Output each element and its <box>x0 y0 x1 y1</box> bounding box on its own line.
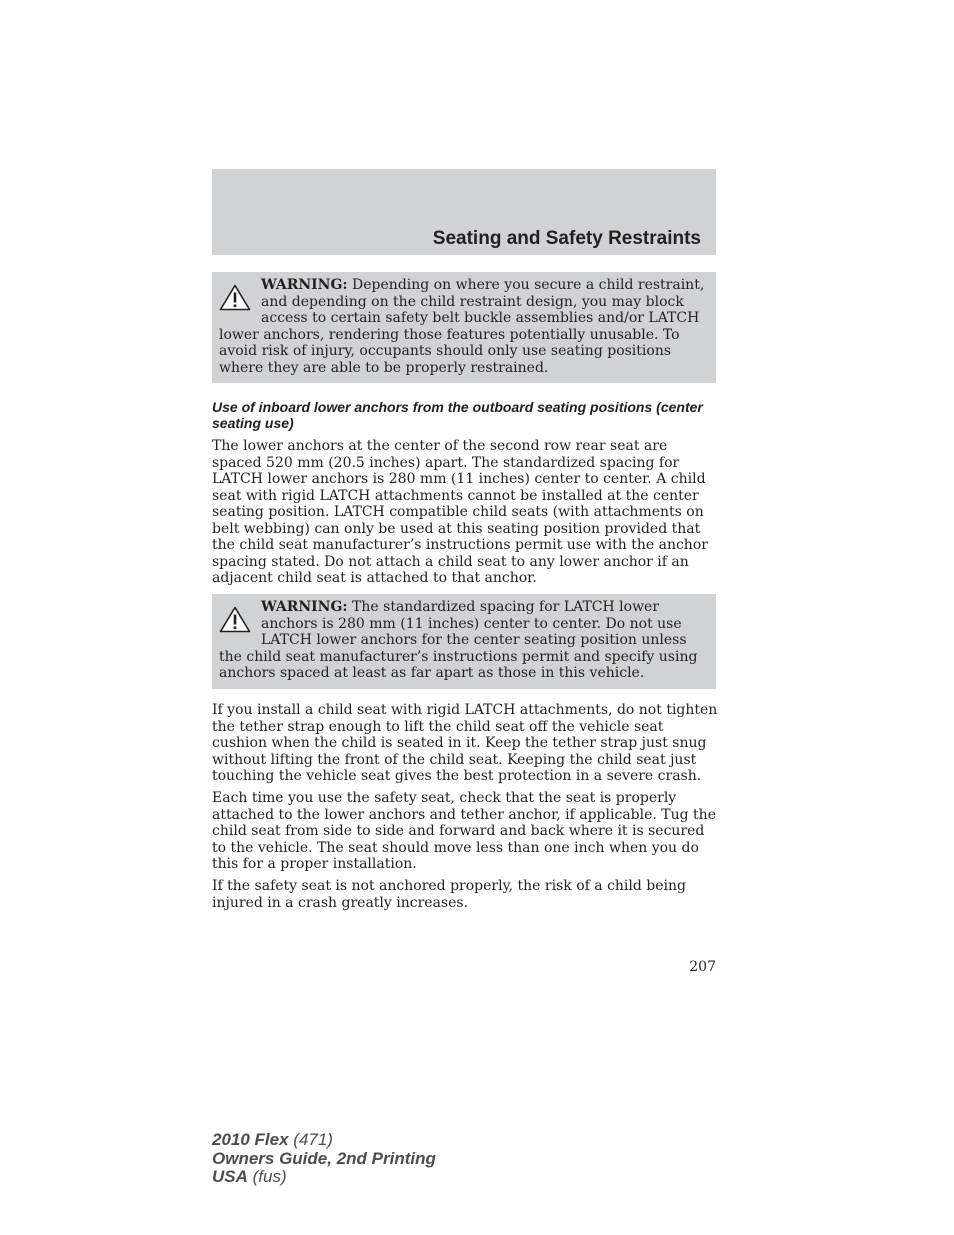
warning-triangle-icon <box>219 284 251 311</box>
warning-text: The standardized spacing for LATCH lower anchors is 280 mm (11 inches) center to center. Do not use LATCH lower anchors for the center seating position unless the child seat manufacturer’s instructions permit and specify using anchors spaced at least as far apart as those in this vehicle. <box>219 599 698 681</box>
footer-line-1 <box>212 1131 436 1150</box>
body-paragraph-1: The lower anchors at the center of the second row rear seat are spaced 520 mm (20.5 inches) apart. The standardized spacing for LATCH lower anchors is 280 mm (11 inches) center to center. A child seat with rigid LATCH attachments cannot be installed at the center seating position. LATCH compatible child seats (with attachments on belt webbing) can only be used at this seating position provided that the child seat manufacturer’s instructions permit use with the anchor spacing stated. Do not attach a child seat to any lower anchor if an adjacent child seat is attached to that anchor. <box>212 438 708 586</box>
body-paragraph-4: If the safety seat is not anchored properly, the risk of a child being injured in a crash greatly increases. <box>212 878 686 911</box>
warning-box-1 <box>212 272 716 383</box>
body-paragraph-2: If you install a child seat with rigid LATCH attachments, do not tighten the tether strap enough to lift the child seat off the vehicle seat cushion when the child is seated in it. Keep the tether strap just snug without lifting the front of the child seat. Keeping the child seat just touching the vehicle seat gives the best protection in a severe crash. <box>212 702 718 784</box>
warning-triangle-icon <box>219 606 251 633</box>
footer-line-3 <box>212 1168 436 1187</box>
warning-label: WARNING: <box>261 599 348 615</box>
footer <box>212 1131 436 1187</box>
body-paragraph-3: Each time you use the safety seat, check that the seat is properly attached to the lower anchors and tether anchor, if applicable. Tug the child seat from side to side and forward and back where it is secured to the vehicle. The seat should move less than one inch when you do this for a proper installation. <box>212 790 716 872</box>
subheading: Use of inboard lower anchors from the outboard seating positions (center seating use) <box>212 399 703 431</box>
footer-market-code: (fus) <box>247 1167 287 1186</box>
section-header-band <box>212 169 716 255</box>
warning-label: WARNING: <box>261 277 348 293</box>
footer-market: USA <box>212 1167 248 1186</box>
footer-code: (471) <box>288 1130 333 1149</box>
warning-text: Depending on where you secure a child restraint, and depending on the child restraint design, you may block access to certain safety belt buckle assemblies and/or LATCH lower anchors, rendering those features potentially unusable. To avoid risk of injury, occupants should only use seating positions where they are able to be properly restrained. <box>219 277 705 376</box>
footer-line-2: Owners Guide, 2nd Printing <box>212 1148 436 1168</box>
section-title: Seating and Safety Restraints <box>432 228 701 249</box>
warning-box-2 <box>212 594 716 689</box>
page-number: 207 <box>689 959 716 975</box>
footer-model: 2010 Flex <box>212 1130 289 1149</box>
